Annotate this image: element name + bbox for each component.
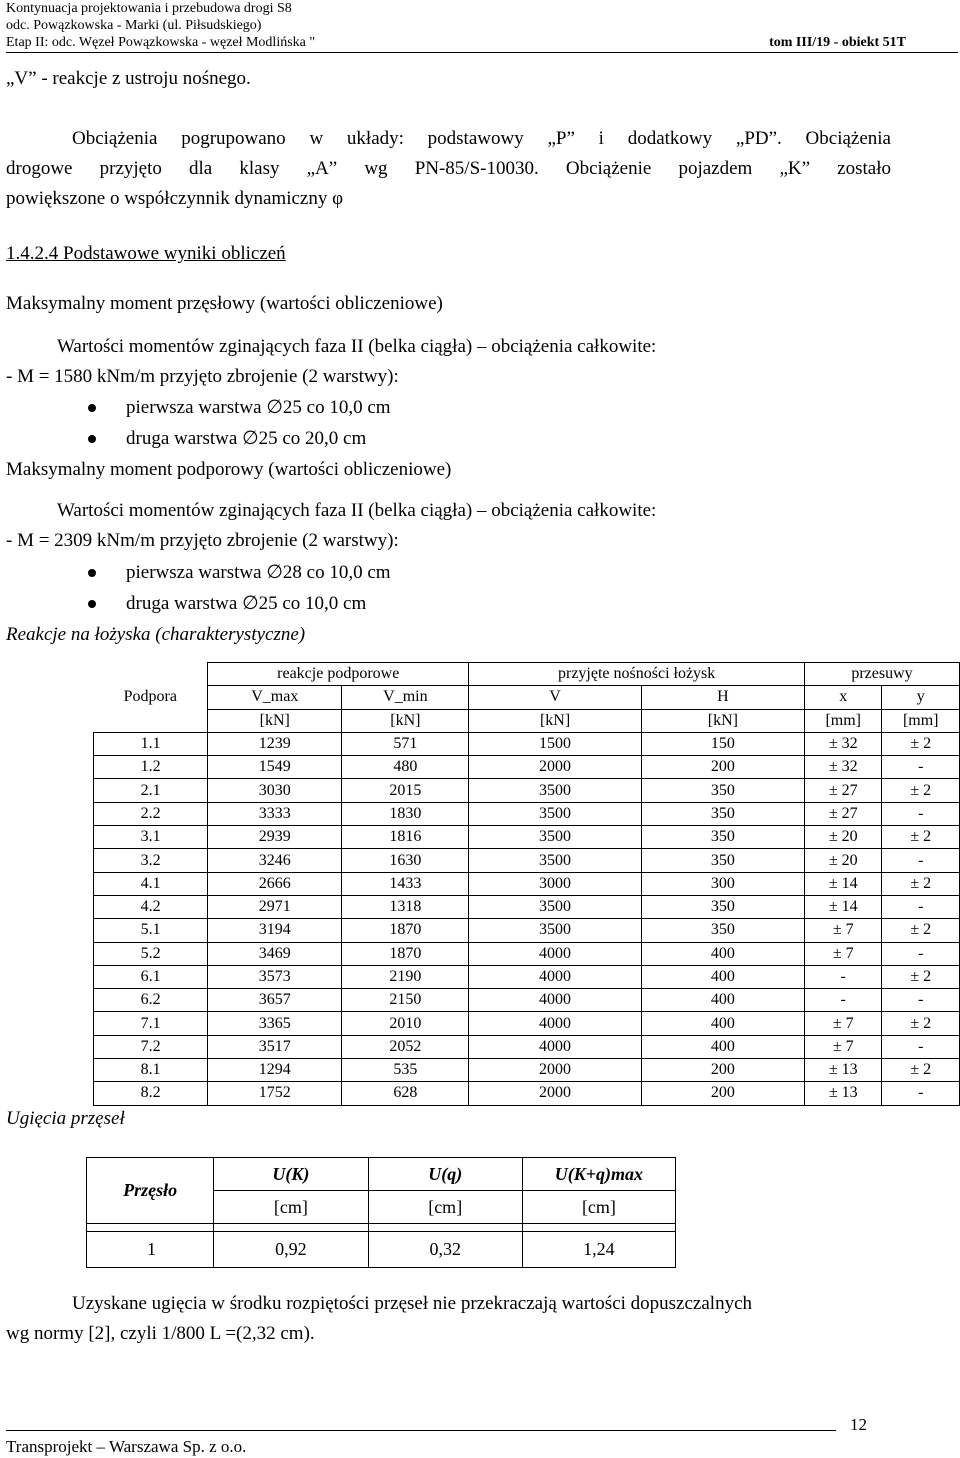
table-cell: -: [882, 942, 960, 965]
table-row: [94, 989, 960, 1012]
reactions-table: [93, 662, 960, 1106]
deflections-title: Ugięcia przęseł: [6, 1108, 125, 1129]
table-row: [94, 1082, 960, 1105]
table-cell: 6.1: [94, 965, 208, 988]
table-cell: 2.2: [94, 802, 208, 825]
max-span-moment-heading: Maksymalny moment przęsłowy (wartości obliczeniowe): [6, 293, 443, 314]
col-header: V_max: [208, 686, 342, 709]
table-cell: 3333: [208, 802, 342, 825]
table-cell: 1.2: [94, 756, 208, 779]
table-cell: ± 27: [804, 802, 881, 825]
table-cell: 8.2: [94, 1082, 208, 1105]
table-cell: 3365: [208, 1012, 342, 1035]
table-cell: ± 2: [882, 826, 960, 849]
table-cell: 1630: [342, 849, 469, 872]
unit-header: [cm]: [214, 1191, 368, 1224]
table-row: [94, 1035, 960, 1058]
table-cell: ± 7: [804, 1035, 881, 1058]
table-cell: 400: [641, 942, 804, 965]
table-cell: 535: [342, 1059, 469, 1082]
header-project-title: Kontynuacja projektowania i przebudowa drogi S8: [6, 1, 292, 16]
table-cell: 571: [342, 732, 469, 755]
table-cell: 1318: [342, 895, 469, 918]
table-cell: 400: [641, 965, 804, 988]
unit-header: [mm]: [804, 709, 881, 732]
table-cell: ± 2: [882, 872, 960, 895]
bullet-icon: [88, 569, 96, 577]
section-heading: 1.4.2.4 Podstawowe wyniki obliczeń: [6, 243, 286, 264]
footer-divider: [6, 1430, 836, 1431]
group-header-reactions: reakcje podporowe: [208, 663, 469, 686]
footer-company: Transprojekt – Warszawa Sp. z o.o.: [6, 1437, 247, 1456]
col-header: x: [804, 686, 881, 709]
table-cell: 2000: [469, 1059, 641, 1082]
table-cell: 7.2: [94, 1035, 208, 1058]
table-cell: 1,24: [522, 1232, 675, 1268]
table-cell: ± 2: [882, 919, 960, 942]
table-cell: 4000: [469, 989, 641, 1012]
table-cell: -: [882, 895, 960, 918]
span-reinforcement-layer1: pierwsza warstwa ∅25 co 10,0 cm: [126, 397, 391, 418]
header-divider: [6, 52, 958, 53]
table-cell: 350: [641, 802, 804, 825]
table-cell: ± 20: [804, 849, 881, 872]
group-header-displacement: przesuwy: [804, 663, 959, 686]
col-header: H: [641, 686, 804, 709]
table-cell: ± 13: [804, 1059, 881, 1082]
table-cell: 4.1: [94, 872, 208, 895]
table-cell: -: [882, 802, 960, 825]
col-header: U(K): [214, 1158, 368, 1191]
table-row: [94, 965, 960, 988]
table-row: [94, 1059, 960, 1082]
col-header: V: [469, 686, 641, 709]
header-volume: tom III/19 - obiekt 51T: [769, 35, 906, 50]
table-cell: 3194: [208, 919, 342, 942]
table-cell: ± 32: [804, 756, 881, 779]
table-cell: 3573: [208, 965, 342, 988]
table-cell: 1870: [342, 919, 469, 942]
table-cell: 2150: [342, 989, 469, 1012]
closing-line2: wg normy [2], czyli 1/800 L =(2,32 cm).: [6, 1323, 315, 1344]
table-cell: 350: [641, 849, 804, 872]
unit-header: [kN]: [469, 709, 641, 732]
table-cell: 2190: [342, 965, 469, 988]
table-cell: 150: [641, 732, 804, 755]
unit-header: [mm]: [882, 709, 960, 732]
col-header: U(q): [368, 1158, 522, 1191]
table-row: [94, 732, 960, 755]
table-cell: 8.1: [94, 1059, 208, 1082]
table-cell: 1: [87, 1232, 214, 1268]
table-cell: 3469: [208, 942, 342, 965]
col-header: V_min: [342, 686, 469, 709]
table-cell: ± 2: [882, 1012, 960, 1035]
reactions-title: Reakcje na łożyska (charakterystyczne): [6, 624, 306, 645]
table-cell: 3.1: [94, 826, 208, 849]
table-cell: 3.2: [94, 849, 208, 872]
table-cell: ± 14: [804, 895, 881, 918]
table-cell: 1.1: [94, 732, 208, 755]
table-cell: 2010: [342, 1012, 469, 1035]
table-cell: -: [804, 965, 881, 988]
support-moment-value: - M = 2309 kNm/m przyjęto zbrojenie (2 warstwy):: [6, 530, 399, 551]
table-cell: 628: [342, 1082, 469, 1105]
table-cell: 3657: [208, 989, 342, 1012]
table-cell: ± 7: [804, 919, 881, 942]
table-cell: 350: [641, 779, 804, 802]
table-cell: 1239: [208, 732, 342, 755]
table-cell: 1433: [342, 872, 469, 895]
table-cell: 300: [641, 872, 804, 895]
table-cell: 4000: [469, 1035, 641, 1058]
table-row: [94, 942, 960, 965]
table-cell: 480: [342, 756, 469, 779]
table-cell: 4000: [469, 1012, 641, 1035]
table-cell: 1870: [342, 942, 469, 965]
span-moment-text: Wartości momentów zginających faza II (belka ciągła) – obciążenia całkowite:: [57, 336, 657, 357]
table-cell: 2052: [342, 1035, 469, 1058]
header-section: odc. Powązkowska - Marki (ul. Piłsudskiego): [6, 18, 262, 33]
table-row: [94, 895, 960, 918]
table-cell: 3500: [469, 779, 641, 802]
table-cell: ± 20: [804, 826, 881, 849]
table-cell: 400: [641, 1035, 804, 1058]
table-cell: 7.1: [94, 1012, 208, 1035]
table-cell: 5.2: [94, 942, 208, 965]
table-cell: 0,92: [214, 1232, 368, 1268]
max-support-moment-heading: Maksymalny moment podporowy (wartości obliczeniowe): [6, 459, 452, 480]
unit-header: [cm]: [522, 1191, 675, 1224]
table-cell: 2971: [208, 895, 342, 918]
table-cell: 5.1: [94, 919, 208, 942]
table-cell: 400: [641, 1012, 804, 1035]
table-cell: 3030: [208, 779, 342, 802]
table-cell: 1830: [342, 802, 469, 825]
table-row: [94, 1012, 960, 1035]
table-cell: 1500: [469, 732, 641, 755]
table-cell: 3000: [469, 872, 641, 895]
table-cell: 3500: [469, 826, 641, 849]
table-row: [94, 919, 960, 942]
table-cell: 0,32: [368, 1232, 522, 1268]
table-cell: 2939: [208, 826, 342, 849]
table-cell: 1549: [208, 756, 342, 779]
table-cell: ± 7: [804, 1012, 881, 1035]
table-cell: 4.2: [94, 895, 208, 918]
col-header-support: Podpora: [123, 688, 177, 706]
table-cell: ± 2: [882, 1059, 960, 1082]
v-reactions-line: „V” - reakcje z ustroju nośnego.: [6, 68, 251, 89]
table-cell: 4000: [469, 965, 641, 988]
table-row: [94, 826, 960, 849]
table-cell: ± 2: [882, 965, 960, 988]
table-cell: -: [882, 1082, 960, 1105]
table-cell: 3246: [208, 849, 342, 872]
unit-header: [cm]: [368, 1191, 522, 1224]
table-cell: ± 7: [804, 942, 881, 965]
support-reinforcement-layer1: pierwsza warstwa ∅28 co 10,0 cm: [126, 562, 391, 583]
group-header-capacity: przyjęte nośności łożysk: [469, 663, 805, 686]
table-cell: 3500: [469, 849, 641, 872]
table-cell: 2015: [342, 779, 469, 802]
table-row: [94, 779, 960, 802]
table-cell: 200: [641, 756, 804, 779]
table-cell: 1752: [208, 1082, 342, 1105]
table-row: [94, 849, 960, 872]
col-header: U(K+q)max: [522, 1158, 675, 1191]
table-cell: 350: [641, 826, 804, 849]
table-cell: 200: [641, 1059, 804, 1082]
page-header: [6, 0, 906, 51]
support-moment-text: Wartości momentów zginających faza II (belka ciągła) – obciążenia całkowite:: [57, 500, 657, 521]
page-number: 12: [850, 1415, 867, 1434]
table-cell: 2000: [469, 756, 641, 779]
table-cell: ± 14: [804, 872, 881, 895]
table-cell: 1816: [342, 826, 469, 849]
table-cell: 4000: [469, 942, 641, 965]
table-cell: 3500: [469, 802, 641, 825]
table-cell: 3517: [208, 1035, 342, 1058]
table-cell: -: [804, 989, 881, 1012]
table-cell: 2666: [208, 872, 342, 895]
table-cell: 400: [641, 989, 804, 1012]
span-reinforcement-layer2: druga warstwa ∅25 co 20,0 cm: [126, 428, 367, 449]
unit-header: [kN]: [208, 709, 342, 732]
table-cell: ± 32: [804, 732, 881, 755]
support-reinforcement-layer2: druga warstwa ∅25 co 10,0 cm: [126, 593, 367, 614]
bullet-icon: [88, 435, 96, 443]
table-cell: -: [882, 756, 960, 779]
paragraph-loads-line1: Obciążenia pogrupowano w układy: podstawowy „P” i dodatkowy „PD”. Obciążenia: [72, 128, 891, 149]
table-cell: 3500: [469, 895, 641, 918]
table-row: [94, 756, 960, 779]
table-cell: ± 27: [804, 779, 881, 802]
bullet-icon: [88, 404, 96, 412]
table-cell: 200: [641, 1082, 804, 1105]
table-cell: -: [882, 989, 960, 1012]
table-cell: 2000: [469, 1082, 641, 1105]
table-cell: 3500: [469, 919, 641, 942]
bullet-icon: [88, 600, 96, 608]
table-row: [94, 872, 960, 895]
table-cell: ± 2: [882, 732, 960, 755]
deflection-table: [86, 1157, 676, 1268]
unit-header: [kN]: [641, 709, 804, 732]
paragraph-loads-line3: powiększone o współczynnik dynamiczny φ: [6, 188, 344, 209]
table-row: [94, 802, 960, 825]
table-cell: 1294: [208, 1059, 342, 1082]
table-cell: ± 2: [882, 779, 960, 802]
table-cell: 350: [641, 919, 804, 942]
table-cell: ± 13: [804, 1082, 881, 1105]
paragraph-loads-line2: drogowe przyjęto dla klasy „A” wg PN-85/S-10030. Obciążenie pojazdem „K” zostało: [6, 158, 891, 179]
table-cell: 6.2: [94, 989, 208, 1012]
span-moment-value: - M = 1580 kNm/m przyjęto zbrojenie (2 warstwy):: [6, 366, 399, 387]
col-header-span: Przęsło: [87, 1158, 214, 1224]
unit-header: [kN]: [342, 709, 469, 732]
table-cell: -: [882, 1035, 960, 1058]
col-header: y: [882, 686, 960, 709]
header-stage: Etap II: odc. Węzeł Powązkowska - węzeł Modlińska ": [6, 35, 316, 50]
table-cell: 2.1: [94, 779, 208, 802]
closing-line1: Uzyskane ugięcia w środku rozpiętości przęseł nie przekraczają wartości dopuszczalnych: [72, 1293, 753, 1314]
table-cell: -: [882, 849, 960, 872]
table-cell: 350: [641, 895, 804, 918]
